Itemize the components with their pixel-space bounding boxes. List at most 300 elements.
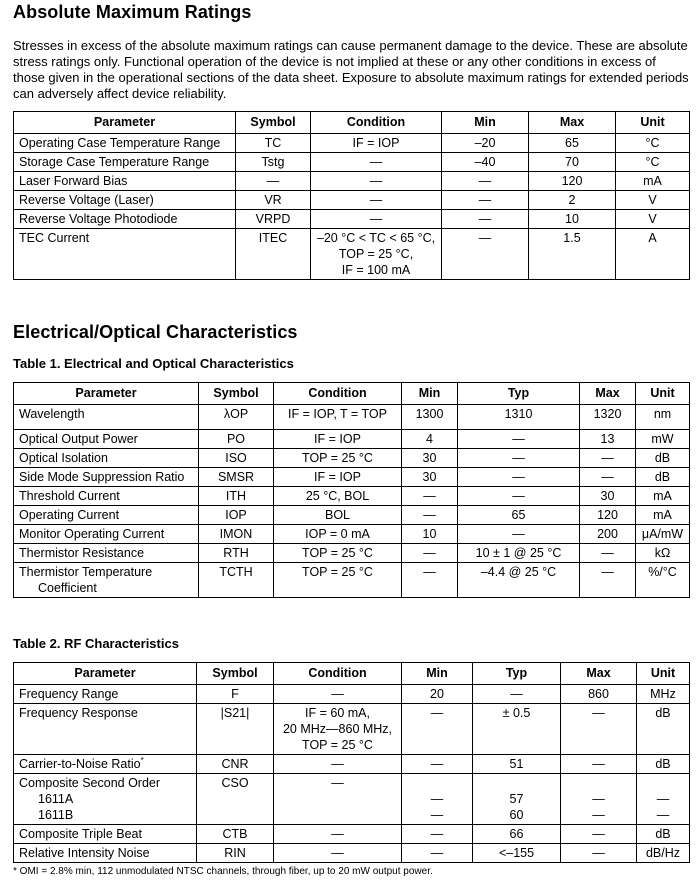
condition-value: TOP = 25 °C [302,451,373,465]
unit-value: V [648,193,657,207]
table-row [14,563,690,598]
condition-line: 20 MHz—860 MHz, [282,722,393,736]
symbol-cell [199,506,274,525]
parameter-cell [14,685,197,704]
min-value: 1300 [415,407,444,421]
table-row [14,468,690,487]
unit-value: V [648,212,657,226]
max-cell [561,844,637,863]
column-header: Min [402,663,473,685]
symbol-cell [236,229,311,280]
condition-value: TOP = 25 °C [302,546,373,560]
symbol-value: RTH [223,546,249,560]
condition-value: IOP = 0 mA [305,527,370,541]
min-value: — [423,546,436,560]
max-value [563,775,634,791]
condition-line: TOP = 25 °C [302,738,373,752]
symbol-value: — [266,174,280,188]
symbol-value: SMSR [217,470,255,484]
unit-cell [636,525,690,544]
parameter-cell [14,172,236,191]
parameter-cell [14,153,236,172]
section-title-absolute-maximum-ratings: Absolute Maximum Ratings [13,2,252,22]
parameter-label: Relative Intensity Noise [19,846,150,860]
condition-cell [274,405,402,430]
max-value: 1.5 [563,231,581,245]
unit-cell [637,685,690,704]
min-cell [402,563,458,598]
parameter-cell [14,704,197,755]
typ-cell [473,844,561,863]
symbol-cell [199,563,274,598]
condition-line: — [331,776,344,790]
absolute-maximum-ratings-table [13,111,690,280]
unit-cell [636,449,690,468]
parameter-label: Composite Triple Beat [19,827,142,841]
unit-value: dB [654,451,671,465]
condition-line: IF = 60 mA, [305,706,370,720]
max-value: — [601,565,614,579]
parameter-cell [14,774,197,825]
symbol-cell [197,704,274,755]
table2-caption: Table 2. RF Characteristics [13,636,179,651]
max-cell [561,774,637,825]
symbol-cell [199,449,274,468]
condition-line: — [369,155,383,169]
symbol-value: IMON [219,527,253,541]
unit-value: mW [651,432,674,446]
parameter-cell [14,563,199,598]
typ-value: — [512,489,525,503]
condition-value: BOL [324,508,350,522]
unit-value: %/°C [648,565,677,579]
symbol-cell [236,210,311,229]
min-value: — [430,757,444,771]
typ-value: — [512,451,525,465]
unit-cell [637,825,690,844]
max-value: — [601,470,614,484]
typ-value [475,775,558,791]
symbol-value: ITH [225,489,247,503]
unit-value: MHz [650,687,676,701]
unit-value: dB [654,470,671,484]
unit-cell [616,229,690,280]
parameter-cell [14,449,199,468]
condition-value: IF = IOP [314,470,361,484]
min-value: — [478,174,492,188]
column-header: Condition [311,112,442,134]
symbol-cell [197,685,274,704]
symbol-cell [236,191,311,210]
min-cell [402,544,458,563]
condition-cell [274,487,402,506]
symbol-value: CSO [221,776,249,790]
table-row [14,487,690,506]
condition-value: IF = IOP, T = TOP [288,407,387,421]
table-row [14,755,690,774]
parameter-label: Carrier-to-Noise Ratio [19,757,141,771]
min-value: — [430,846,444,860]
max-value: 120 [561,174,583,188]
min-cell [402,844,473,863]
unit-value: mA [643,174,662,188]
unit-value: kΩ [654,546,671,560]
parameter-cell [14,544,199,563]
min-cell [402,449,458,468]
column-header: Max [529,112,616,134]
max-cell [529,153,616,172]
symbol-cell [199,525,274,544]
condition-line: TOP = 25 °C, [338,247,414,261]
typ-cell [458,487,580,506]
typ-value: 60 [509,808,524,822]
max-value: — [592,792,605,806]
condition-cell [311,153,442,172]
max-value: 30 [600,489,615,503]
condition-cell [274,774,402,825]
max-cell [561,685,637,704]
parameter-label: Frequency Range [19,687,119,701]
max-value: 10 [565,212,579,226]
column-header: Unit [637,663,690,685]
max-cell [580,563,636,598]
unit-cell [636,430,690,449]
max-cell [529,229,616,280]
condition-line: IF = 100 mA [341,263,411,277]
symbol-cell [199,405,274,430]
max-value: — [592,706,605,720]
unit-value: — [656,792,670,806]
min-value: –20 [474,136,496,150]
max-cell [529,210,616,229]
symbol-cell [197,755,274,774]
footnote: * OMI = 2.8% min, 112 unmodulated NTSC channels, through fiber, up to 20 mW output power. [13,866,433,877]
unit-value: dB/Hz [645,846,681,860]
condition-cell [274,449,402,468]
max-cell [580,430,636,449]
symbol-cell [199,487,274,506]
symbol-cell [236,134,311,153]
max-cell [580,487,636,506]
max-value: 120 [597,508,618,522]
column-header: Symbol [236,112,311,134]
min-value: — [478,212,492,226]
symbol-value: ISO [225,451,247,465]
column-header: Unit [616,112,690,134]
electrical-optical-table [13,382,690,598]
min-value: — [430,808,444,822]
parameter-label: Operating Current [19,508,120,522]
min-value: 30 [422,470,437,484]
max-cell [529,191,616,210]
table-row [14,774,690,825]
unit-cell [637,844,690,863]
column-header: Max [561,663,637,685]
condition-cell [274,525,402,544]
min-cell [442,172,529,191]
typ-value: 51 [509,757,524,771]
parameter-cell [14,525,199,544]
table-row [14,229,690,280]
min-value: — [478,231,492,245]
symbol-value: IOP [225,508,247,522]
parameter-label: Wavelength [19,407,85,421]
max-value: — [592,827,605,841]
parameter-label: Thermistor Temperature Coefficient [19,565,153,595]
min-value: — [423,565,436,579]
unit-cell [616,153,690,172]
max-cell [580,405,636,430]
parameter-label: Optical Isolation [19,451,108,465]
max-value: — [592,808,605,822]
condition-cell [311,191,442,210]
symbol-value: VR [264,193,282,207]
symbol-value: ITEC [258,231,288,245]
symbol-cell [236,172,311,191]
condition-line: — [331,827,344,841]
symbol-cell [197,844,274,863]
max-cell [580,506,636,525]
max-value: — [601,451,614,465]
max-cell [529,134,616,153]
table-row [14,153,690,172]
column-header: Parameter [14,663,197,685]
symbol-cell [197,825,274,844]
min-cell [442,229,529,280]
max-cell [561,704,637,755]
table-row [14,544,690,563]
unit-value: dB [655,827,671,841]
typ-cell [458,544,580,563]
footnote-marker: * [140,755,144,765]
min-value: — [423,508,436,522]
column-header: Typ [473,663,561,685]
min-value [404,775,470,791]
typ-value: 57 [509,792,524,806]
typ-value: — [510,687,523,701]
max-value: 70 [565,155,579,169]
unit-cell [637,755,690,774]
parameter-label: Thermistor Resistance [19,546,145,560]
parameter-label: TEC Current [19,231,90,245]
symbol-value: PO [226,432,246,446]
table-row [14,210,690,229]
condition-cell [274,544,402,563]
min-cell [402,825,473,844]
symbol-cell [236,153,311,172]
condition-cell [274,563,402,598]
typ-cell [458,405,580,430]
parameter-cell [14,825,197,844]
column-header: Min [442,112,529,134]
symbol-value: F [231,687,239,701]
typ-value: ± 0.5 [502,706,531,720]
column-header: Typ [458,383,580,405]
unit-value: °C [645,136,660,150]
intro-paragraph: Stresses in excess of the absolute maximum ratings can cause permanent damage to the device. These are absolute stress ratings only. Functional operation of the device is not implied at these or any other conditions in excess of those given in the operational sections of the data sheet. Exposure to absolute maximum ratings for extended periods can adversely affect device reliability. [13,38,689,101]
parameter-label: Optical Output Power [19,432,138,446]
max-value: 13 [600,432,615,446]
typ-cell [458,468,580,487]
unit-cell [637,774,690,825]
typ-cell [473,704,561,755]
condition-cell [274,506,402,525]
min-value: 20 [430,687,444,701]
min-cell [402,525,458,544]
table-row [14,449,690,468]
column-header: Condition [274,383,402,405]
typ-value: –4.4 @ 25 °C [480,565,557,579]
min-cell [402,704,473,755]
table-row [14,525,690,544]
unit-cell [616,172,690,191]
parameter-cell [14,430,199,449]
table-row [14,506,690,525]
parameter-label: Side Mode Suppression Ratio [19,470,185,484]
parameter-cell [14,134,236,153]
typ-value: 66 [509,827,524,841]
rf-characteristics-table [13,662,690,863]
column-header: Parameter [14,383,199,405]
typ-value: — [512,527,525,541]
parameter-label: Composite Second Order [19,776,161,790]
parameter-label: Laser Forward Bias [19,174,128,188]
column-header: Symbol [197,663,274,685]
symbol-cell [199,544,274,563]
min-cell [402,774,473,825]
typ-cell [458,506,580,525]
condition-cell [311,229,442,280]
typ-cell [458,563,580,598]
min-cell [442,134,529,153]
typ-value: 65 [511,508,526,522]
min-value: 4 [426,432,433,446]
table-row [14,430,690,449]
condition-value: IF = IOP [314,432,361,446]
min-value: 30 [422,451,437,465]
max-cell [580,468,636,487]
parameter-cell [14,468,199,487]
typ-value: 1310 [504,407,533,421]
parameter-cell [14,210,236,229]
column-header: Symbol [199,383,274,405]
max-value: 65 [565,136,579,150]
table-row [14,704,690,755]
max-cell [580,525,636,544]
condition-line: IF = IOP [352,136,400,150]
symbol-cell [199,430,274,449]
min-value: — [423,489,436,503]
parameter-label: Frequency Response [19,706,138,720]
condition-line: –20 °C < TC < 65 °C, [316,231,436,245]
condition-value: 25 °C, BOL [305,489,370,503]
unit-value: mA [653,489,672,503]
column-header: Min [402,383,458,405]
table-row [14,685,690,704]
unit-value: nm [653,407,672,421]
parameter-cell [14,755,197,774]
min-cell [442,210,529,229]
section-title-electrical-optical: Electrical/Optical Characteristics [13,322,298,342]
min-value: — [430,827,444,841]
max-cell [561,755,637,774]
typ-value: 10 ± 1 @ 25 °C [475,546,562,560]
table-row [14,405,690,430]
unit-value: — [656,808,670,822]
unit-cell [616,210,690,229]
typ-cell [473,685,561,704]
unit-value: dB [655,757,671,771]
parameter-label: Reverse Voltage Photodiode [19,212,178,226]
parameter-label: Threshold Current [19,489,120,503]
condition-line: — [331,846,344,860]
parameter-cell [14,506,199,525]
table-row [14,134,690,153]
parameter-cell [14,191,236,210]
symbol-cell [197,774,274,825]
condition-cell [274,468,402,487]
condition-cell [274,755,402,774]
variant-label: 1611B [38,808,74,822]
min-cell [402,430,458,449]
table-row [14,191,690,210]
min-cell [442,153,529,172]
parameter-cell [14,487,199,506]
typ-cell [473,755,561,774]
typ-cell [458,525,580,544]
typ-cell [473,825,561,844]
typ-value: <–155 [498,846,535,860]
symbol-value: TCTH [219,565,253,579]
column-header: Unit [636,383,690,405]
parameter-cell [14,405,199,430]
parameter-cell [14,229,236,280]
max-value: 860 [588,687,609,701]
unit-value: μA/mW [641,527,684,541]
min-cell [402,506,458,525]
condition-cell [311,172,442,191]
max-cell [529,172,616,191]
max-value: 2 [568,193,576,207]
max-cell [580,544,636,563]
unit-cell [616,134,690,153]
min-cell [402,468,458,487]
condition-cell [274,430,402,449]
unit-cell [636,506,690,525]
min-cell [402,755,473,774]
unit-value: °C [645,155,660,169]
unit-cell [636,405,690,430]
unit-value [639,775,687,791]
table-row [14,172,690,191]
column-header: Condition [274,663,402,685]
condition-cell [274,844,402,863]
unit-cell [637,704,690,755]
symbol-value: VRPD [255,212,291,226]
symbol-value: TC [264,136,282,150]
parameter-cell [14,844,197,863]
column-header: Parameter [14,112,236,134]
symbol-cell [199,468,274,487]
min-cell [402,405,458,430]
min-value: — [430,792,444,806]
symbol-value: Tstg [261,155,285,169]
max-value: 1320 [593,407,622,421]
symbol-value: CTB [222,827,248,841]
parameter-label: Operating Case Temperature Range [19,136,221,150]
symbol-value: λOP [223,407,249,421]
max-cell [580,449,636,468]
